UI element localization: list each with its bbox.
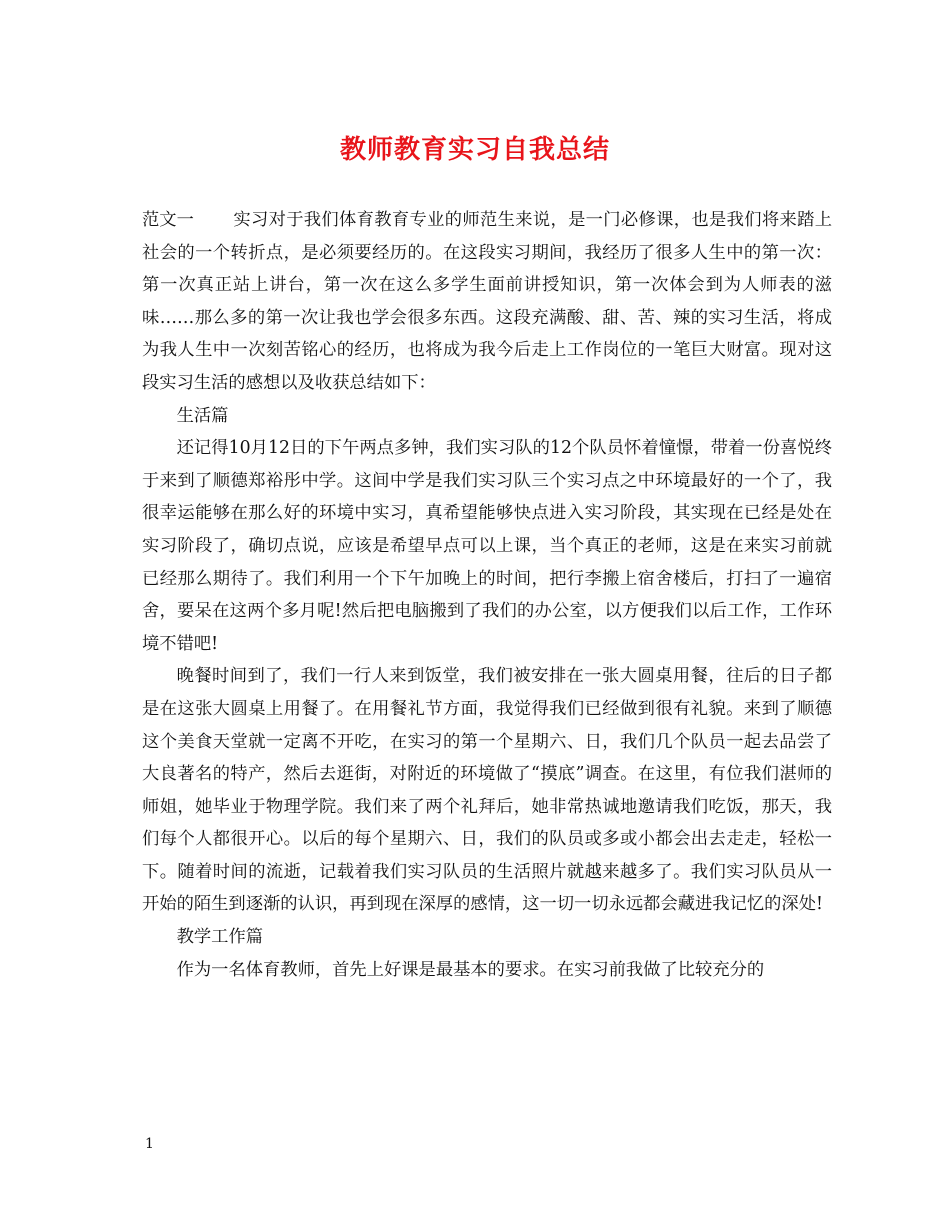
paragraph-text: 实习对于我们体育教育专业的师范生来说，是一门必修课，也是我们将来踏上社会的一个转折点，是必须要经历的。在这段实习期间，我经历了很多人生中的第一次：第一次真正站上讲台，第一次在这么多学生面前讲授知识，第一次体会到为人师表的滋味……那么多的第一次让我也学会很多东西。这段充满酸、甜、苦、辣的实习生活，将成为我人生中一次刻苦铭心的经历，也将成为我今后走上工作岗位的一笔巨大财富。现对这段实习生活的感想以及收获总结如下： [142,210,832,393]
intro-paragraph [142,204,832,400]
paragraph-teaching: 作为一名体育教师，首先上好课是最基本的要求。在实习前我做了比较充分的 [176,959,765,980]
sample-label: 范文一 [142,210,194,230]
section-heading-teaching: 教学工作篇 [176,927,264,948]
page-number: 1 [145,1136,154,1152]
document-title: 教师教育实习自我总结 [339,135,610,165]
section-heading-life: 生活篇 [176,405,229,426]
paragraph-dinner: 晚餐时间到了，我们一行人来到饭堂，我们被安排在一张大圆桌用餐，往后的日子都是在这张大圆桌上用餐了。在用餐礼节方面，我觉得我们已经做到很有礼貌。来到了顺德这个美食天堂就一定离不开吃，在实习的第一个星期六、日，我们几个队员一起去品尝了大良著名的特产，然后去逛街，对附近的环境做了“摸底”调查。在这里，有位我们湛师的师姐，她毕业于物理学院。我们来了两个礼拜后，她非常热诚地邀请我们吃饭，那天，我们每个人都很开心。以后的每个星期六、日，我们的队员或多或小都会出去走走，轻松一下。随着时间的流逝，记载着我们实习队员的生活照片就越来越多了。我们实习队员从一开始的陌生到逐渐的认识，再到现在深厚的感情，这一切一切永远都会藏进我记忆的深处! [142,666,832,915]
document-body [142,204,832,986]
paragraph-arrival: 还记得10月12日的下午两点多钟，我们实习队的12个队员怀着憧憬，带着一份喜悦终于来到了顺德郑裕彤中学。这间中学是我们实习队三个实习点之中环境最好的一个了，我很幸运能够在那么好的环境中实习，真希望能够快点进入实习阶段，其实现在已经是处在实习阶段了，确切点说，应该是希望早点可以上课，当个真正的老师，这是在来实习前就已经那么期待了。我们利用一个下午加晚上的时间，把行李搬上宿舍楼后，打扫了一遍宿舍，要呆在这两个多月呢!然后把电脑搬到了我们的办公室，以方便我们以后工作，工作环境不错吧! [142,438,832,654]
